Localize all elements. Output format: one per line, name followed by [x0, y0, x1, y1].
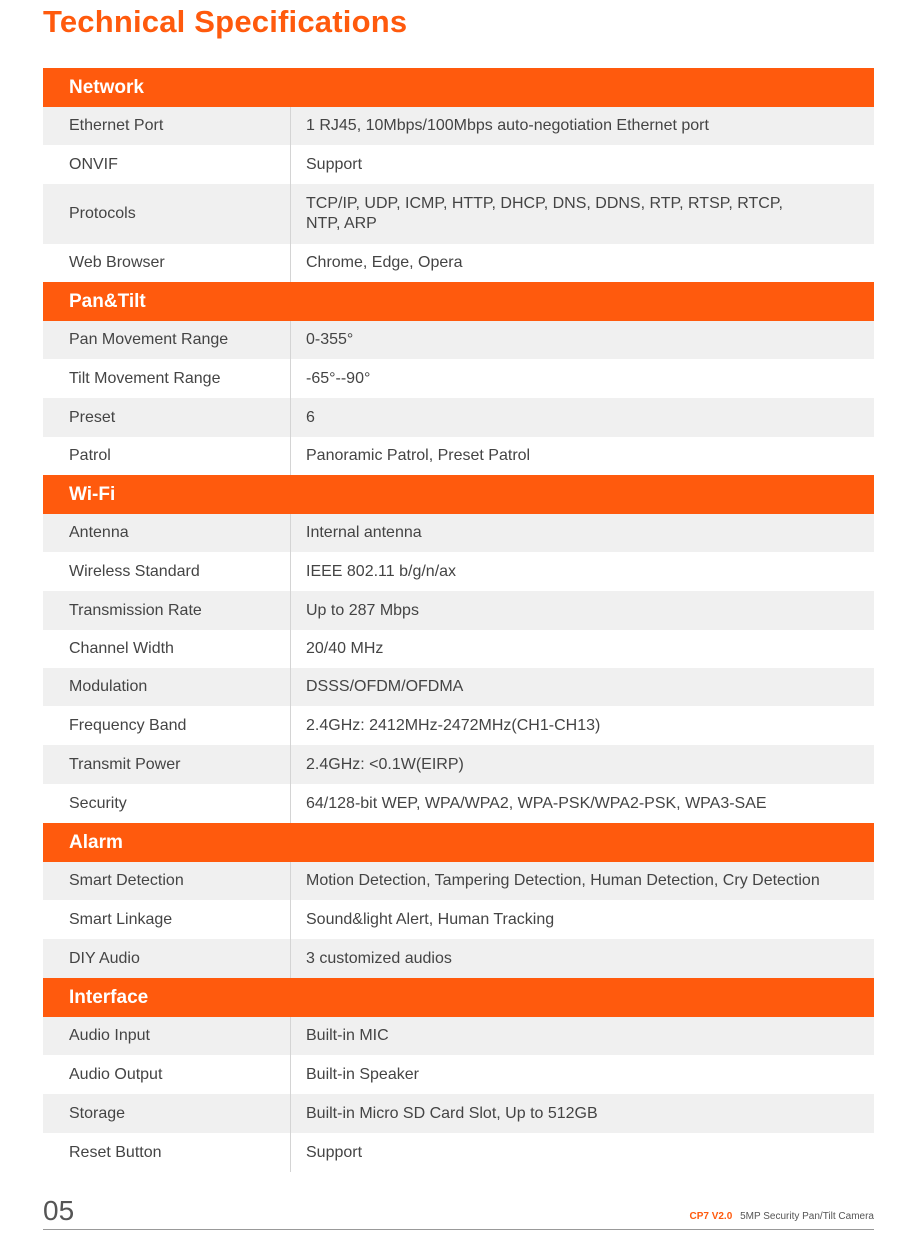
- spec-row: [43, 1055, 874, 1094]
- spec-value: DSSS/OFDM/OFDMA: [306, 678, 464, 695]
- spec-row: [43, 437, 874, 475]
- spec-row: [43, 321, 874, 359]
- spec-row: [43, 784, 874, 823]
- spec-value: Built-in MIC: [306, 1027, 389, 1044]
- spec-row: [43, 184, 874, 244]
- footer-product-info: [689, 1211, 874, 1222]
- spec-value: Internal antenna: [306, 524, 422, 541]
- spec-label: Smart Linkage: [43, 900, 291, 939]
- section-header-network: Network: [43, 68, 874, 107]
- section-header-pan-tilt: Pan&Tilt: [43, 282, 874, 321]
- spec-label: Smart Detection: [43, 862, 291, 900]
- spec-value: 6: [306, 408, 315, 426]
- spec-value: Chrome, Edge, Opera: [306, 254, 463, 271]
- spec-label: Antenna: [43, 514, 291, 552]
- footer-divider: [43, 1229, 874, 1230]
- spec-label: ONVIF: [43, 145, 291, 184]
- spec-row: [43, 1094, 874, 1133]
- spec-row: [43, 145, 874, 184]
- spec-row: [43, 630, 874, 668]
- spec-label: Transmission Rate: [43, 591, 291, 630]
- spec-value: -65°--90°: [306, 369, 371, 387]
- spec-value: 64/128-bit WEP, WPA/WPA2, WPA-PSK/WPA2-PSK, WPA3-SAE: [306, 794, 767, 812]
- page-title: Technical Specifications: [43, 4, 408, 39]
- spec-row: [43, 1133, 874, 1172]
- spec-label: Wireless Standard: [43, 552, 291, 591]
- footer-model: CP7 V2.0: [689, 1211, 733, 1222]
- spec-label: Transmit Power: [43, 745, 291, 784]
- spec-row: [43, 1017, 874, 1055]
- spec-value: Up to 287 Mbps: [306, 601, 419, 619]
- spec-row: [43, 552, 874, 591]
- page-number: 05: [43, 1195, 75, 1226]
- section-header-wifi: Wi-Fi: [43, 475, 874, 514]
- spec-label: Web Browser: [43, 244, 291, 282]
- spec-row: [43, 398, 874, 437]
- spec-value: Support: [306, 155, 363, 173]
- spec-value: 1 RJ45, 10Mbps/100Mbps auto-negotiation Ethernet port: [306, 117, 709, 134]
- spec-label: Storage: [43, 1094, 291, 1133]
- spec-label: Channel Width: [43, 630, 291, 668]
- spec-label: Ethernet Port: [43, 107, 291, 145]
- spec-value: Support: [306, 1143, 363, 1161]
- spec-label: Frequency Band: [43, 706, 291, 745]
- spec-label: Patrol: [43, 437, 291, 475]
- section-header-alarm: Alarm: [43, 823, 874, 862]
- footer-product: 5MP Security Pan/Tilt Camera: [740, 1211, 874, 1222]
- spec-row: [43, 591, 874, 630]
- spec-label: Audio Output: [43, 1055, 291, 1094]
- spec-row: [43, 862, 874, 900]
- spec-row: [43, 745, 874, 784]
- spec-row: [43, 939, 874, 978]
- spec-value: 2.4GHz: <0.1W(EIRP): [306, 755, 464, 773]
- spec-label: Reset Button: [43, 1133, 291, 1172]
- spec-value: 2.4GHz: 2412MHz-2472MHz(CH1-CH13): [306, 716, 601, 734]
- spec-label: Preset: [43, 398, 291, 437]
- spec-label: Audio Input: [43, 1017, 291, 1055]
- spec-label: Protocols: [43, 184, 291, 244]
- spec-row: [43, 706, 874, 745]
- spec-row: [43, 359, 874, 398]
- spec-label: DIY Audio: [43, 939, 291, 978]
- spec-value: 0-355°: [306, 331, 354, 348]
- spec-value: 3 customized audios: [306, 949, 452, 967]
- section-header-interface: Interface: [43, 978, 874, 1017]
- spec-value: Built-in Speaker: [306, 1065, 419, 1083]
- spec-label: Pan Movement Range: [43, 321, 291, 359]
- spec-row: [43, 514, 874, 552]
- spec-row: [43, 107, 874, 145]
- spec-label: Tilt Movement Range: [43, 359, 291, 398]
- spec-row: [43, 668, 874, 706]
- spec-row: [43, 244, 874, 282]
- spec-label: Security: [43, 784, 291, 823]
- spec-value: IEEE 802.11 b/g/n/ax: [306, 562, 457, 580]
- spec-value: 20/40 MHz: [306, 640, 384, 657]
- spec-value: TCP/IP, UDP, ICMP, HTTP, DHCP, DNS, DDNS, RTP, RTSP, RTCP, NTP, ARP: [306, 195, 783, 232]
- spec-label: Modulation: [43, 668, 291, 706]
- spec-value: Panoramic Patrol, Preset Patrol: [306, 447, 531, 464]
- spec-value: Motion Detection, Tampering Detection, Human Detection, Cry Detection: [306, 872, 820, 889]
- spec-value: Built-in Micro SD Card Slot, Up to 512GB: [306, 1104, 598, 1122]
- spec-value: Sound&light Alert, Human Tracking: [306, 910, 555, 928]
- spec-row: [43, 900, 874, 939]
- spec-table: [43, 68, 874, 1172]
